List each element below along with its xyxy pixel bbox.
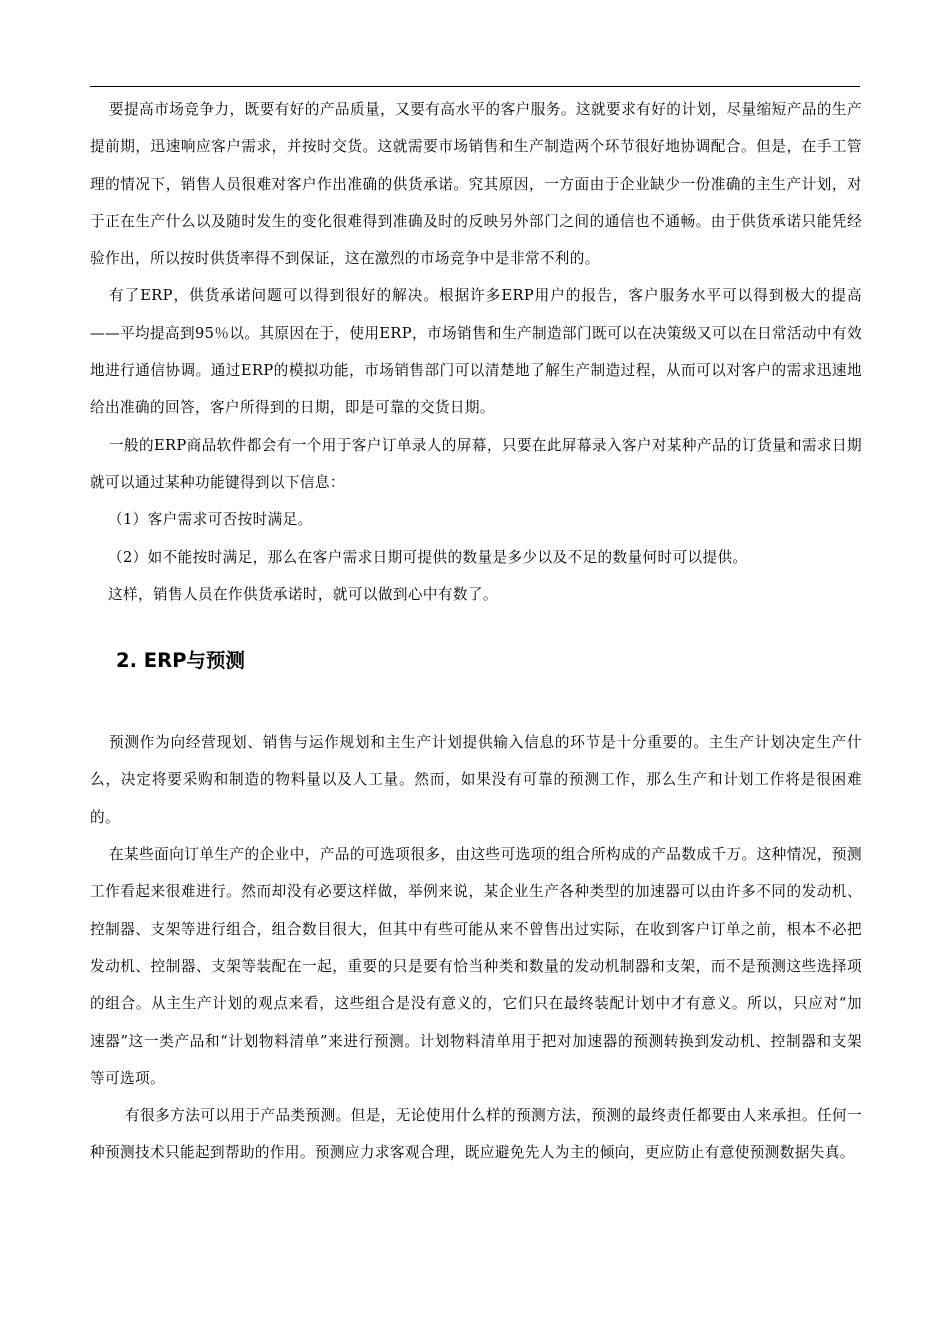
spacer <box>90 613 862 646</box>
spacer <box>90 676 862 724</box>
paragraph-make-to-order: 在某些面向订单生产的企业中，产品的可选项很多，由这些可选项的组合所构成的产品数成千万。这种情况，预测工作看起来很难进行。然而却没有必要这样做，举例来说，某企业生产各种类型的加速器可以由许多不同的发动机、控制器、支架等进行组合，组合数目很大，但其中有些可能从来不曾售出过实际，在收到客户订单之前，根本不必把发动机、控制器、支架等装配在一起，重要的只是要有恰当种类和数量的发动机制器和支架，而不是预测这些选择项的组合。从主生产计划的观点来看，这些组合是没有意义的，它们只在最终装配计划中才有意义。所以，只应对“加速器”这一类产品和“计划物料清单”来进行预测。计划物料清单用于把对加速器的预测转换到发动机、控制器和支架等可选项。 <box>90 846 862 1087</box>
paragraph-forecast-methods: 有很多方法可以用于产品类预测。但是，无论使用什么样的预测方法，预测的最终责任都要由人来承担。任何一种预测技术只能起到帮助的作用。预测应力求客观合理，既应避免先人为主的倾向，更应防止有意使预测数据失真。 <box>90 1107 862 1162</box>
paragraph-forecast-importance: 预测作为向经营现划、销售与运作规划和主生产计划提供输入信息的环节是十分重要的。主生产计划决定生产什么，决定将要采购和制造的物料量以及人工量。然而，如果没有可靠的预测工作，那么生产和计划工作将是很困难的。 <box>90 734 862 826</box>
header-rule <box>90 86 860 87</box>
paragraph-order-entry-screen: 一般的ERP商品软件都会有一个用于客户订单录人的屏幕，只要在此屏幕录入客户对某种产品的订货量和需求日期就可以通过某种功能键得到以下信息： <box>90 436 862 491</box>
paragraph-closing: 这样，销售人员在作供货承诺时，就可以做到心中有数了。 <box>108 585 498 603</box>
section-heading-erp-forecast: 2. ERP与预测 <box>116 649 245 673</box>
list-item-2: （2）如不能按时满足，那么在客户需求日期可提供的数量是多少以及不足的数量何时可以提供。 <box>108 548 748 566</box>
list-item-1: （1）客户需求可否按时满足。 <box>108 511 313 529</box>
paragraph-erp-delivery-promise: 有了ERP，供货承诺问题可以得到很好的解决。根据许多ERP用户的报告，客户服务水平可以得到极大的提高——平均提高到95％以。其原因在于，使用ERP，市场销售和生产制造部门既可以在决策级又可以在日常活动中有效地进行通信协调。通过ERP的模拟功能，市场销售部门可以清楚地了解生产制造过程，从而可以对客户的需求迅速地给出准确的回答，客户所得到的日期，即是可靠的交货日期。 <box>90 287 862 417</box>
document-body <box>90 91 862 1172</box>
paragraph-customer-service: 要提高市场竞争力，既要有好的产品质量，又要有高水平的客户服务。这就要求有好的计划，尽量缩短产品的生产提前期，迅速响应客户需求，并按时交货。这就需要市场销售和生产制造两个环节很好地协调配合。但是，在手工管理的情况下，销售人员很难对客户作出准确的供货承诺。究其原因，一方面由于企业缺少一份准确的主生产计划，对于正在生产什么以及随时发生的变化很难得到准确及时的反映另外部门之间的通信也不通畅。由于供货承诺只能凭经验作出，所以按时供货率得不到保证，这在激烈的市场竞争中是非常不利的。 <box>90 101 862 268</box>
